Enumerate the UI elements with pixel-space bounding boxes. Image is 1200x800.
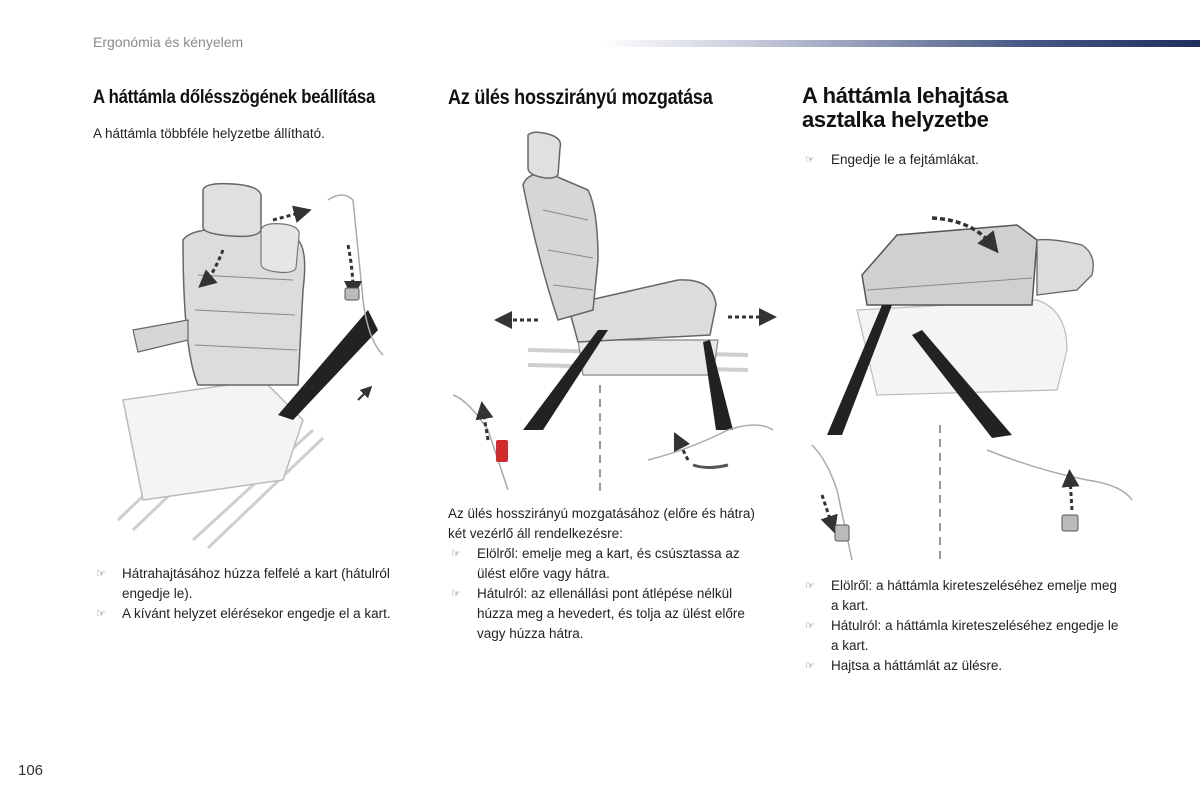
pointing-hand-icon: ☞ — [805, 154, 815, 166]
list-item: ☞ Hajtsa a háttámlát az ülésre. — [802, 656, 1122, 676]
pointing-hand-icon: ☞ — [805, 660, 815, 672]
section-heading: A háttámla dőlésszögének beállítása — [93, 86, 376, 108]
seat-recline-illustration — [113, 180, 423, 550]
list-item: ☞ Elölről: a háttámla kireteszeléséhez emelje meg a kart. — [805, 578, 1117, 613]
list-item: ☞ Elölről: emelje meg a kart, és csúsztassa az ülést előre vagy hátra. — [451, 546, 740, 581]
bullet-list — [448, 544, 768, 644]
section-header: Ergonómia és kényelem — [93, 34, 244, 50]
pointing-hand-icon: ☞ — [805, 580, 815, 592]
bullet-list — [93, 564, 403, 624]
bullet-list — [802, 576, 1122, 676]
pointing-hand-icon: ☞ — [451, 588, 461, 600]
seat-slide-illustration — [448, 130, 778, 500]
list-item: ☞ Hátrahajtásához húzza felfelé a kart (hátulról engedje le). — [96, 566, 390, 601]
list-item: ☞ Hátulról: az ellenállási pont átlépése nélkül húzza meg a hevedert, és tolja az ülést előre vagy húzza hátra. — [451, 586, 745, 641]
pointing-hand-icon: ☞ — [96, 568, 106, 580]
list-item: ☞ A kívánt helyzet elérésekor engedje el a kart. — [93, 604, 403, 624]
section-intro: A háttámla többféle helyzetbe állítható. — [93, 126, 325, 141]
pointing-hand-icon: ☞ — [451, 548, 461, 560]
list-item: ☞ Hátulról: a háttámla kireteszeléséhez engedje le a kart. — [805, 618, 1119, 653]
pointing-hand-icon: ☞ — [805, 620, 815, 632]
pointing-hand-icon: ☞ — [96, 608, 106, 620]
section-intro: Az ülés hosszirányú mozgatásához (előre és hátra) két vezérlő áll rendelkezésre: — [448, 506, 755, 541]
seat-fold-table-illustration — [807, 200, 1137, 565]
list-item: ☞ Engedje le a fejtámlákat. — [802, 150, 1112, 170]
bullet-list — [802, 150, 1112, 170]
header-decoration-bar — [600, 40, 1200, 47]
page-number: 106 — [18, 762, 44, 779]
section-heading: Az ülés hosszirányú mozgatása — [448, 86, 713, 109]
section-heading: A háttámla lehajtása asztalka helyzetbe — [802, 83, 1008, 132]
